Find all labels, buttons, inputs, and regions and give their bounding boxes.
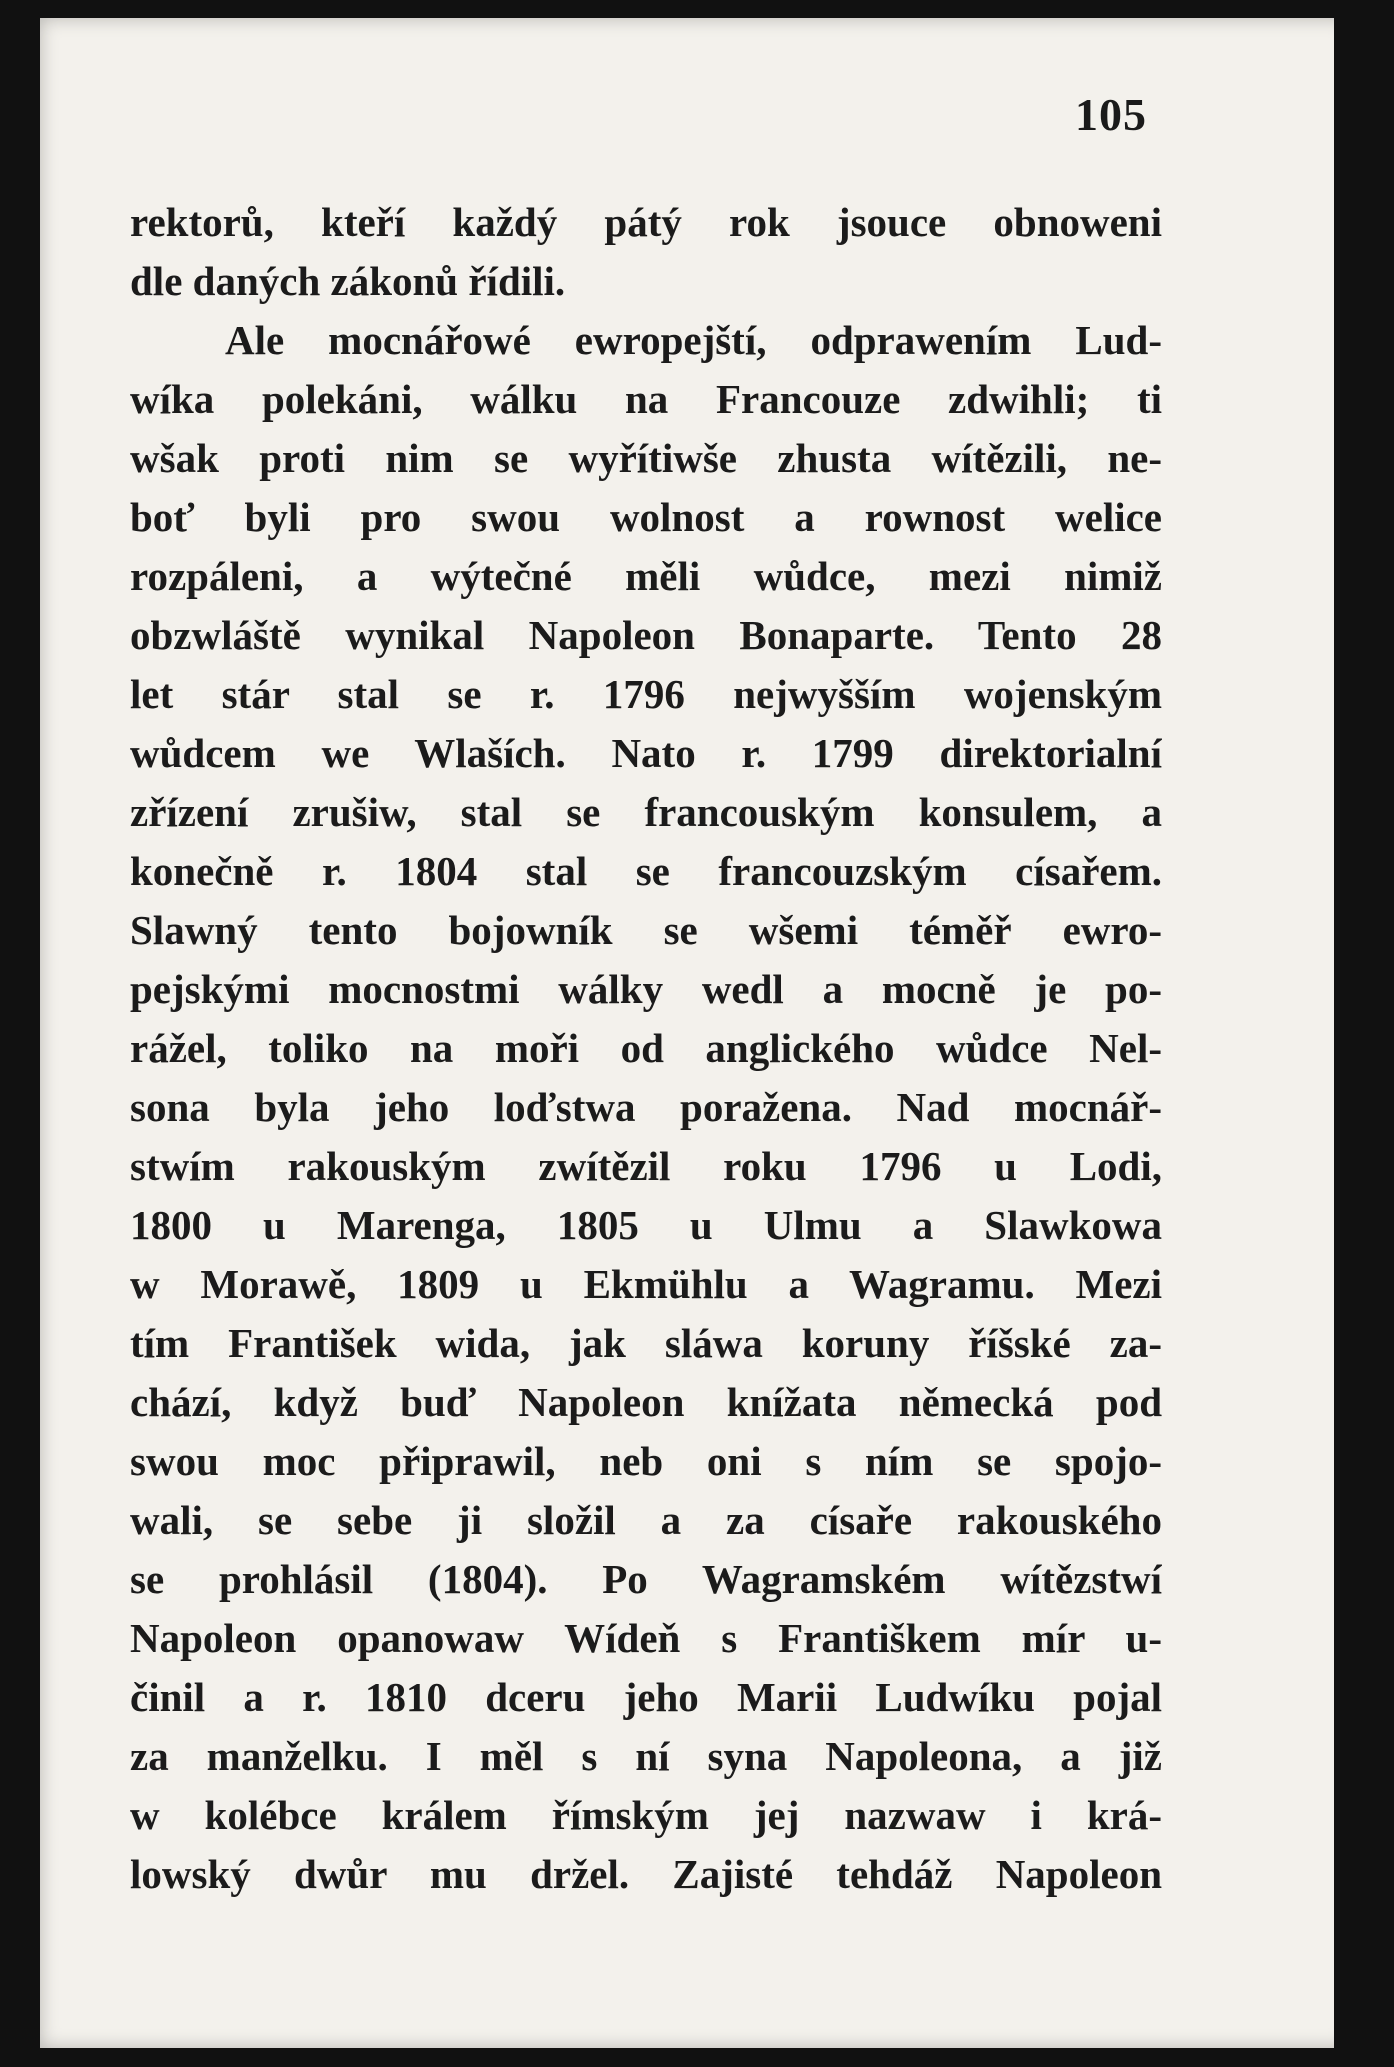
text-line: tím František wida, jak sláwa koruny říšské za- [130,1320,1162,1366]
text-line: činil a r. 1810 dceru jeho Marii Ludwíku pojal [130,1674,1162,1720]
text-line: rektorů, kteří každý pátý rok jsouce obnoweni [130,199,1162,245]
page-edge-shadow [1334,0,1394,2067]
text-line: wíka polekáni, wálku na Francouze zdwihli; ti [130,376,1162,422]
text-line: stwím rakouským zwítězil roku 1796 u Lodi, [130,1143,1162,1189]
text-line: rážel, toliko na moři od anglického wůdce Nel- [130,1025,1162,1071]
text-line: Slawný tento bojowník se wšemi téměř ewro- [130,907,1162,953]
text-line: za manželku. I měl s ní syna Napoleona, a již [130,1733,1162,1779]
page-number: 105 [1075,89,1147,140]
text-line: Napoleon opanowaw Wídeň s Františkem mír u- [130,1615,1162,1661]
text-line: w kolébce králem římským jej nazwaw i krá- [130,1792,1162,1838]
text-line: 1800 u Marenga, 1805 u Ulmu a Slawkowa [130,1202,1162,1248]
text-line: boť byli pro swou wolnost a rownost welice [130,494,1162,540]
text-line: let stár stal se r. 1796 nejwyšším wojenským [130,671,1162,717]
text-line: se prohlásil (1804). Po Wagramském wítězstwí [130,1556,1162,1602]
text-line: chází, když buď Napoleon knížata německá pod [130,1379,1162,1425]
text-line: wali, se sebe ji složil a za císaře rakouského [130,1497,1162,1543]
text-line: wůdcem we Wlaších. Nato r. 1799 direktorialní [130,730,1162,776]
text-line: pejskými mocnostmi wálky wedl a mocně je po- [130,966,1162,1012]
text-line: sona byla jeho loďstwa poražena. Nad mocnář- [130,1084,1162,1130]
text-line: lowský dwůr mu držel. Zajisté tehdáž Napoleon [130,1851,1162,1897]
text-line: dle daných zákonů řídili. [130,258,566,304]
text-line: w Morawě, 1809 u Ekmühlu a Wagramu. Mezi [130,1261,1162,1307]
text-line: swou moc připrawil, neb oni s ním se spojo- [130,1438,1162,1484]
text-line: konečně r. 1804 stal se francouzským císařem. [130,848,1162,894]
text-line: obzwláště wynikal Napoleon Bonaparte. Tento 28 [130,612,1162,658]
text-line: zřízení zrušiw, stal se francouským konsulem, a [130,789,1162,835]
text-line: wšak proti nim se wyřítiwše zhusta wítězili, ne- [130,435,1162,481]
text-line: rozpáleni, a wýtečné měli wůdce, mezi nimiž [130,553,1162,599]
body-text [130,193,1162,1904]
text-line: Ale mocnářowé ewropejští, odprawením Lud- [225,317,1162,363]
